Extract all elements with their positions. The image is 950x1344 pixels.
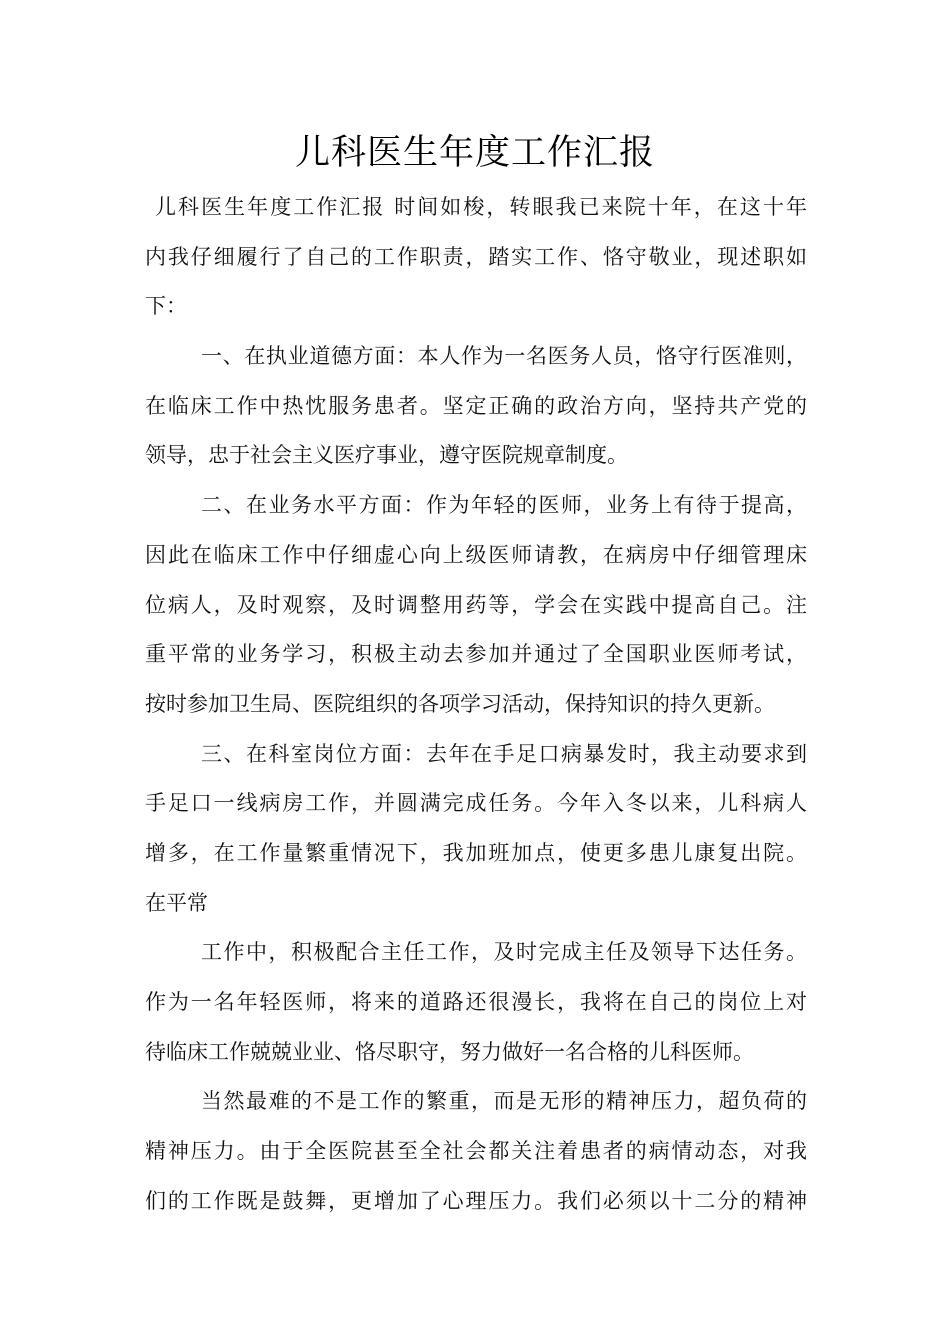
text-line: 工作中，积极配合主任工作，及时完成主任及领导下达任务。 <box>201 940 807 965</box>
text-line: 因此在临床工作中仔细虚心向上级医师请教，在病房中仔细管理床 <box>145 542 807 567</box>
text-line: 手足口一线病房工作，并圆满完成任务。今年入冬以来，儿科病人 <box>145 791 807 816</box>
text-line: 在平常 <box>145 890 208 915</box>
text-line: 下： <box>145 294 187 319</box>
text-line: 二、在业务水平方面：作为年轻的医师，业务上有待于提高， <box>201 493 807 518</box>
text-line: 待临床工作兢兢业业、恪尽职守，努力做好一名合格的儿科医师。 <box>145 1039 754 1064</box>
text-line: 按时参加卫生局、医院组织的各项学习活动，保持知识的持久更新。 <box>145 691 775 716</box>
text-line: 当然最难的不是工作的繁重，而是无形的精神压力，超负荷的 <box>201 1089 807 1114</box>
text-line: 位病人，及时观察，及时调整用药等，学会在实践中提高自己。注 <box>145 592 807 617</box>
text-line: 在临床工作中热忱服务患者。坚定正确的政治方向，坚持共产党的 <box>145 393 807 418</box>
document-title: 儿科医生年度工作汇报 <box>294 133 655 173</box>
text-line: 精神压力。由于全医院甚至全社会都关注着患者的病情动态，对我 <box>145 1139 807 1164</box>
text-line: 一、在执业道德方面：本人作为一名医务人员，恪守行医准则， <box>201 344 807 369</box>
text-line: 重平常的业务学习，积极主动去参加并通过了全国职业医师考试， <box>145 642 807 667</box>
document-body <box>145 183 807 1226</box>
text-line: 增多，在工作量繁重情况下，我加班加点，使更多患儿康复出院。 <box>145 840 807 865</box>
text-line: 儿科医生年度工作汇报 时间如梭，转眼我已来院十年，在这十年 <box>155 195 807 219</box>
text-line: 领导，忠于社会主义医疗事业，遵守医院规章制度。 <box>145 443 628 468</box>
text-line: 们的工作既是鼓舞，更增加了心理压力。我们必须以十二分的精神 <box>145 1188 807 1213</box>
text-line: 作为一名年轻医师，将来的道路还很漫长，我将在自己的岗位上对 <box>145 990 807 1014</box>
text-line: 三、在科室岗位方面：去年在手足口病暴发时，我主动要求到 <box>201 741 807 766</box>
text-line: 内我仔细履行了自己的工作职责，踏实工作、恪守敬业，现述职如 <box>145 244 807 269</box>
